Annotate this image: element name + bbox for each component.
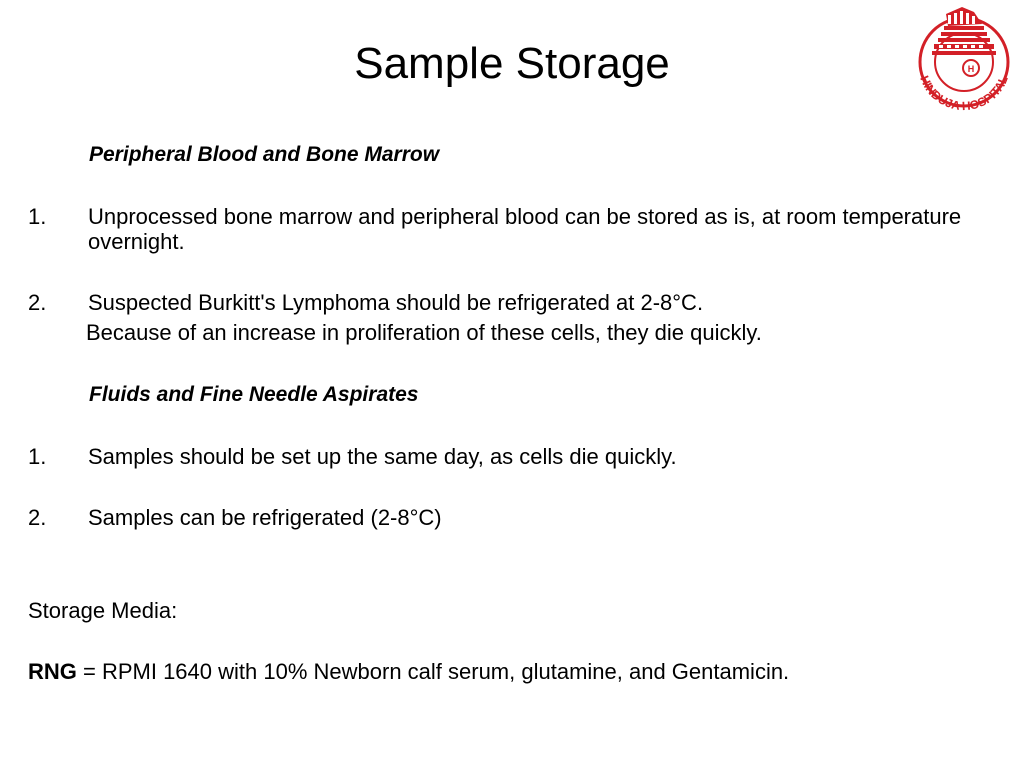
section-heading-fluids-fna: Fluids and Fine Needle Aspirates (89, 383, 419, 406)
svg-text:H: H (967, 64, 975, 74)
logo-text: HINDUJA HOSPITAL (917, 73, 1011, 114)
rng-definition-text: = RPMI 1640 with 10% Newborn calf serum, glutamine, and Gentamicin. (76, 659, 790, 684)
list-number: 1. (28, 204, 47, 229)
slide-title: Sample Storage (354, 39, 670, 88)
list-item-continuation: Because of an increase in proliferation of these cells, they die quickly. (86, 320, 762, 345)
storage-media-definition (28, 659, 988, 684)
svg-text:HINDUJA HOSPITAL (917, 74, 1011, 114)
list-item: Unprocessed bone marrow and peripheral blood can be stored as is, at room temperature overnight. (88, 204, 962, 254)
rng-abbreviation: RNG (28, 659, 77, 684)
section-heading-blood-marrow: Peripheral Blood and Bone Marrow (89, 143, 440, 166)
list-number: 1. (28, 444, 47, 469)
list-item: Samples should be set up the same day, as cells die quickly. (88, 444, 677, 469)
hinduja-hospital-logo-icon (904, 2, 1024, 120)
list-item: Suspected Burkitt's Lymphoma should be refrigerated at 2-8°C. (88, 290, 704, 315)
list-number: 2. (28, 290, 47, 315)
list-item: Samples can be refrigerated (2-8°C) (88, 505, 442, 530)
storage-media-label: Storage Media: (28, 598, 178, 623)
list-number: 2. (28, 505, 47, 530)
